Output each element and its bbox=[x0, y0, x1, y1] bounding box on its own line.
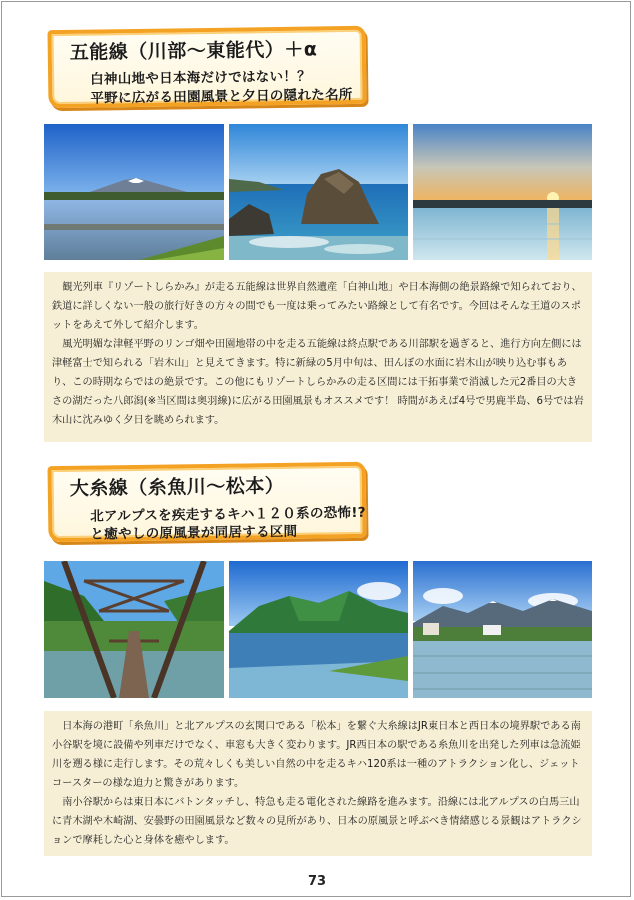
section1-subtitle-line2: 平野に広がる田園風景と夕日の隠れた名所 bbox=[90, 86, 353, 107]
photo-railway-bridge bbox=[44, 561, 224, 698]
photo-lake-mountains bbox=[229, 561, 408, 698]
section1-banner bbox=[47, 26, 366, 108]
section2-paragraph: 日本海の港町「糸魚川」と北アルプスの玄関口である「松本」を繋ぐ大糸線はJR東日本と西日本の境界駅である南小谷駅を境に設備や列車だけでなく、車窓も大きく変わります。JR西日本の駅である糸魚川を出発した列車は急流姫川を遡る様に走行します。その荒々しくも美しい自然の中を走るキハ120系は一種のアトラクション化し、ジェットコースターの様な迫力と驚きがあります。 bbox=[52, 721, 581, 789]
section2-subtitle-line2: と癒やしの原風景が同居する区間 bbox=[90, 523, 298, 543]
section2-body bbox=[44, 711, 592, 856]
section2-paragraph: 南小谷駅からは東日本にバトンタッチし、特急も走る電化された線路を進みます。沿線には北アルプスの白馬三山に青木湖や木崎湖、安曇野の田園風景など数々の見所があり、日本の原風景と呼ぶべき情緒感じる景観はアトラクションで摩耗した心と身体を癒やします。 bbox=[52, 797, 582, 846]
section1-title: 五能線（川部～東能代）＋α bbox=[69, 38, 318, 64]
photo-sunset-fields bbox=[413, 124, 592, 260]
section2-subtitle-line1: 北アルプスを疾走するキハ１２０系の恐怖!? bbox=[90, 504, 366, 525]
photo-iwakisan-paddy bbox=[44, 124, 224, 260]
section1-body bbox=[44, 272, 592, 442]
section2-banner bbox=[47, 462, 366, 542]
section2-title: 大糸線（糸魚川～松本） bbox=[69, 474, 285, 500]
page-number: 73 bbox=[307, 874, 327, 889]
section1-paragraph: 観光列車『リゾートしらかみ』が走る五能線は世界自然遺産「白神山地」や日本海側の絶景路線で知られており、鉄道に詳しくない一般の旅行好きの方々の間でも一度は乗ってみたい路線として有名です。今回はそんな王道のスポットをあえて外して紹介します。 bbox=[52, 282, 582, 331]
section1-paragraph: 風光明媚な津軽平野のリンゴ畑や田園地帯の中を走る五能線は終点駅である川部駅を過ぎると、進行方向左側には津軽富士で知られる「岩木山」と見えてきます。特に新緑の5月中旬は、田んぼの水面に岩木山が映り込む事もあり、この時期ならではの絶景です。この他にもリゾートしらかみの走る区間には干拓事業で消滅した元2番目の大きさの湖だった八郎潟(※当区間は奥羽線)に広がる田園風景もオススメです！ 時間があえば4号で男鹿半島、6号では岩木山に沈みゆく夕日を眺められます。 bbox=[52, 339, 584, 426]
section1-subtitle-line1: 白神山地や日本海だけではない！？ bbox=[90, 68, 312, 88]
photo-coastal-rock bbox=[229, 124, 408, 260]
photo-alps-rice-fields bbox=[413, 561, 592, 698]
